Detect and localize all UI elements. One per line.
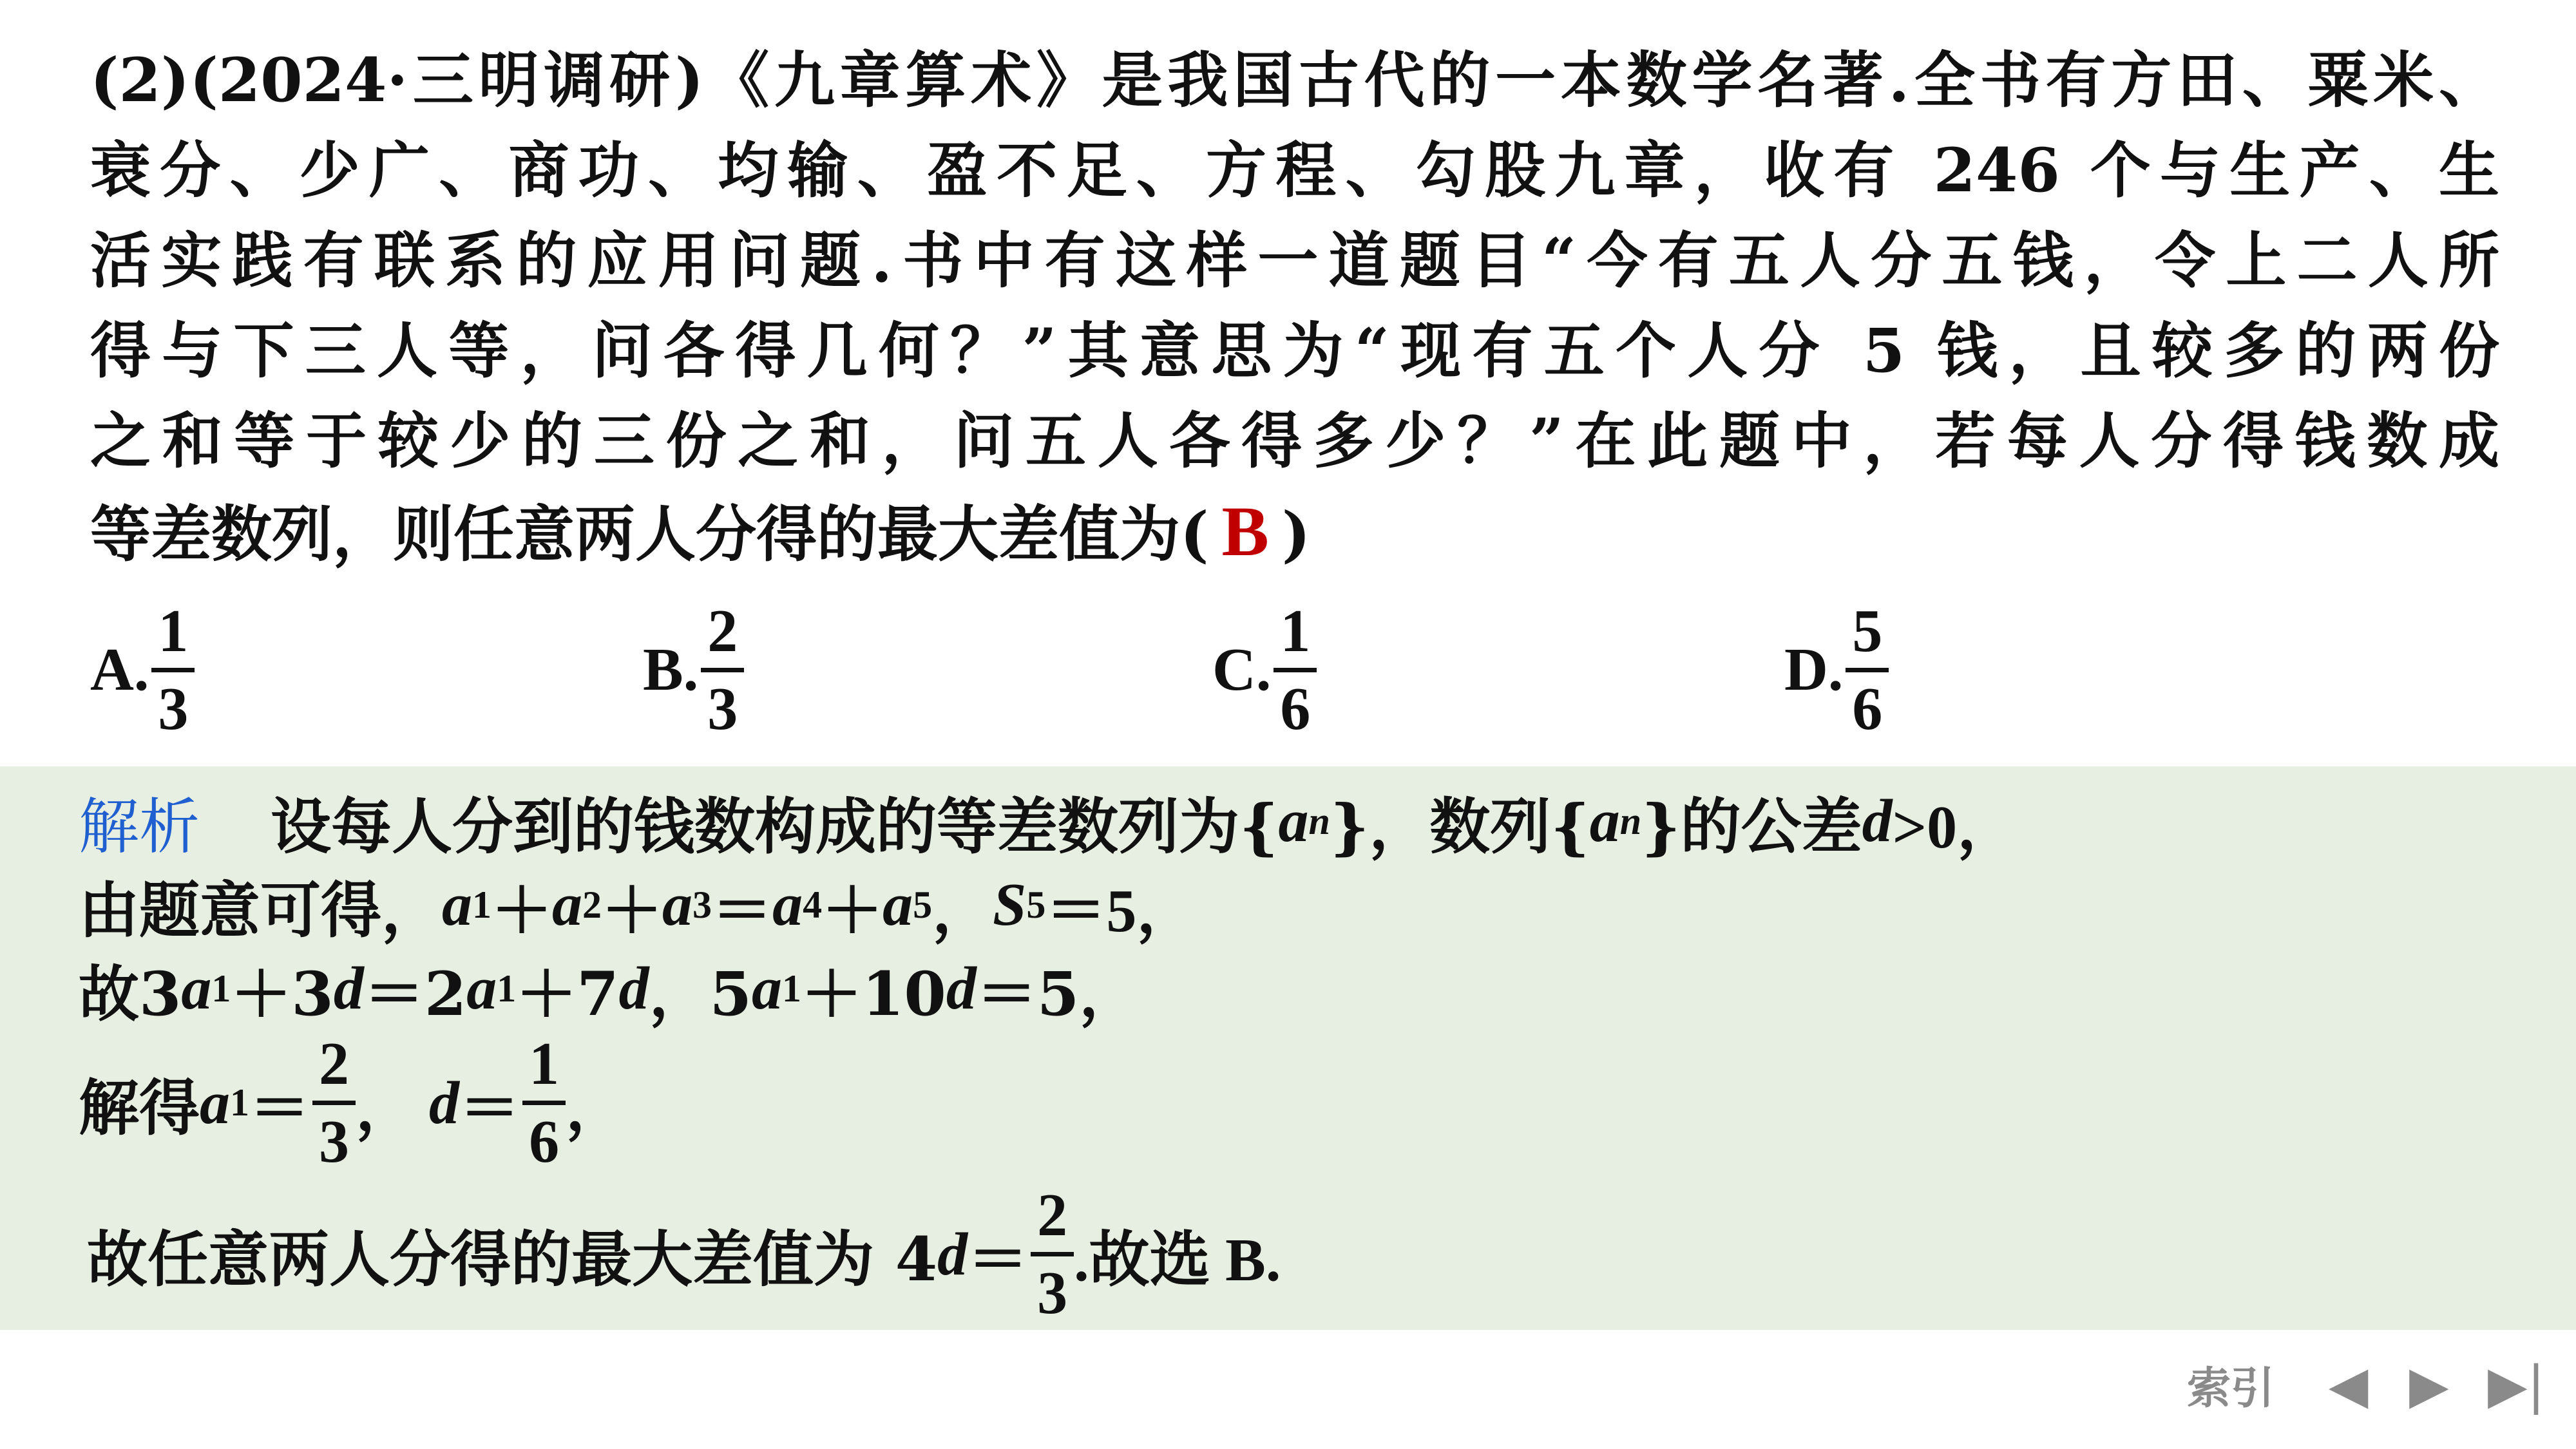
subscript: 1 — [497, 967, 517, 1010]
numerator: 2 — [1037, 1182, 1068, 1249]
solution-text: ＋10 — [801, 958, 946, 1030]
option-a[interactable] — [90, 592, 195, 747]
solution-text: >0， — [1892, 793, 2018, 861]
solution-text: ，5 — [649, 958, 752, 1030]
var-a: a — [181, 955, 212, 1022]
subscript: 1 — [211, 967, 231, 1010]
options-row — [0, 592, 2576, 760]
equals-sign: ＝ — [712, 875, 773, 946]
fraction — [312, 1030, 356, 1175]
solution-text: ， — [356, 1073, 417, 1144]
question-line: 之和等于较少的三份之和，问五人各得多少？”在此题中，若每人分得钱数成 — [90, 406, 2499, 477]
option-label: A. — [90, 636, 149, 703]
subscript: 1 — [782, 967, 802, 1010]
solution-text: 设每人分到的钱数构成的等差数列为{ — [271, 791, 1279, 862]
var-a: a — [200, 1069, 231, 1137]
question-line — [90, 486, 2499, 580]
plus-sign: ＋ — [491, 875, 553, 946]
subscript: 1 — [472, 883, 492, 926]
question-line: 活实践有联系的应用问题.书中有这样一道题目“今有五人分五钱，令上二人所 — [90, 225, 2499, 296]
fraction — [522, 1030, 566, 1175]
solution-line — [87, 1179, 1281, 1330]
solution-text: 解得 — [79, 1073, 200, 1144]
var-a: a — [883, 871, 913, 938]
next-page-icon[interactable]: ▶ — [2409, 1354, 2449, 1415]
var-d: d — [1862, 788, 1893, 855]
var-s: S — [993, 871, 1027, 938]
option-label: B. — [643, 636, 699, 703]
solution-line — [79, 947, 1140, 1030]
var-a: a — [466, 955, 497, 1022]
numerator: 2 — [707, 597, 738, 665]
option-fraction — [701, 597, 744, 743]
option-fraction — [1846, 597, 1889, 743]
var-d: d — [937, 1220, 968, 1288]
solution-text: ＋7 — [516, 958, 619, 1030]
var-d: d — [333, 955, 364, 1022]
var-a: a — [752, 955, 783, 1022]
solution-line — [79, 863, 1197, 947]
solution-text: ＝2 — [363, 958, 467, 1030]
solution-text: }的公差 — [1641, 791, 1862, 862]
plus-sign: ＋ — [822, 875, 883, 946]
last-page-icon[interactable]: ▶| — [2488, 1354, 2545, 1415]
denominator: 3 — [1031, 1252, 1074, 1323]
subscript: 5 — [913, 883, 933, 926]
option-d[interactable] — [1784, 592, 1889, 747]
var-d: d — [429, 1069, 460, 1137]
equals-sign: ＝ — [968, 1224, 1029, 1295]
question-line: (2)(2024·三明调研)《九章算术》是我国古代的一本数学名著.全书有方田、粟米、 — [90, 45, 2499, 116]
solution-text: 故3 — [79, 958, 182, 1030]
var-a: a — [662, 871, 693, 938]
solution-text: ， — [932, 875, 993, 946]
var-a: a — [1589, 788, 1620, 855]
solution-panel — [0, 766, 2576, 1330]
plus-sign: ＋ — [602, 875, 663, 946]
var-d: d — [946, 955, 977, 1022]
numerator: 1 — [529, 1030, 560, 1097]
option-label: C. — [1212, 636, 1272, 703]
subscript: n — [1308, 799, 1330, 842]
subscript: 4 — [803, 883, 823, 926]
solution-text: .故选 B. — [1074, 1227, 1281, 1294]
solution-text: ＝5， — [1045, 877, 1197, 945]
solution-text: ＝5， — [976, 958, 1140, 1030]
option-fraction — [1274, 597, 1317, 743]
numerator: 2 — [319, 1030, 350, 1097]
subscript: 2 — [582, 883, 602, 926]
subscript: 3 — [692, 883, 712, 926]
option-label: D. — [1784, 636, 1844, 703]
fraction — [1031, 1182, 1074, 1327]
subscript: 5 — [1026, 883, 1046, 926]
question-line: 衰分、少广、商功、均输、盈不足、方程、勾股九章，收有 246 个与生产、生 — [90, 135, 2499, 206]
numerator: 5 — [1852, 597, 1883, 665]
solution-text: }，数列{ — [1330, 791, 1590, 862]
question-text — [90, 35, 2499, 580]
option-c[interactable] — [1212, 592, 1317, 747]
question-line-suffix: ) — [1281, 499, 1311, 570]
var-a: a — [772, 871, 803, 938]
subscript: 1 — [230, 1081, 250, 1124]
question-line: 得与下三人等，问各得几何？”其意思为“现有五个人分 5 钱，且较多的两份 — [90, 316, 2499, 386]
numerator: 1 — [158, 597, 189, 665]
denominator: 6 — [1846, 668, 1889, 739]
denominator: 3 — [151, 668, 195, 739]
denominator: 6 — [522, 1101, 566, 1172]
solution-text: ， — [566, 1073, 627, 1144]
equals-sign: ＝ — [459, 1073, 520, 1144]
var-d: d — [618, 955, 649, 1022]
solution-label: 解析 — [79, 791, 200, 862]
index-link[interactable]: 索引 — [2187, 1363, 2275, 1414]
denominator: 3 — [701, 668, 744, 739]
answer-mark: B — [1221, 492, 1269, 571]
var-a: a — [552, 871, 583, 938]
solution-line — [79, 779, 2018, 863]
prev-page-icon[interactable]: ◀ — [2329, 1354, 2369, 1415]
var-a: a — [1278, 788, 1309, 855]
numerator: 1 — [1280, 597, 1311, 665]
equals-sign: ＝ — [249, 1073, 310, 1144]
solution-text: ＋3 — [231, 958, 334, 1030]
denominator: 3 — [312, 1101, 356, 1172]
solution-line — [79, 1027, 626, 1179]
option-fraction — [151, 597, 195, 743]
var-a: a — [442, 871, 473, 938]
subscript: n — [1619, 799, 1642, 842]
solution-text: 由题意可得， — [79, 875, 443, 946]
solution-text: 故任意两人分得的最大差值为 4 — [87, 1224, 938, 1295]
option-b[interactable] — [643, 592, 744, 747]
question-line-prefix: 等差数列，则任意两人分得的最大差值为( — [90, 499, 1209, 570]
denominator: 6 — [1274, 668, 1317, 739]
